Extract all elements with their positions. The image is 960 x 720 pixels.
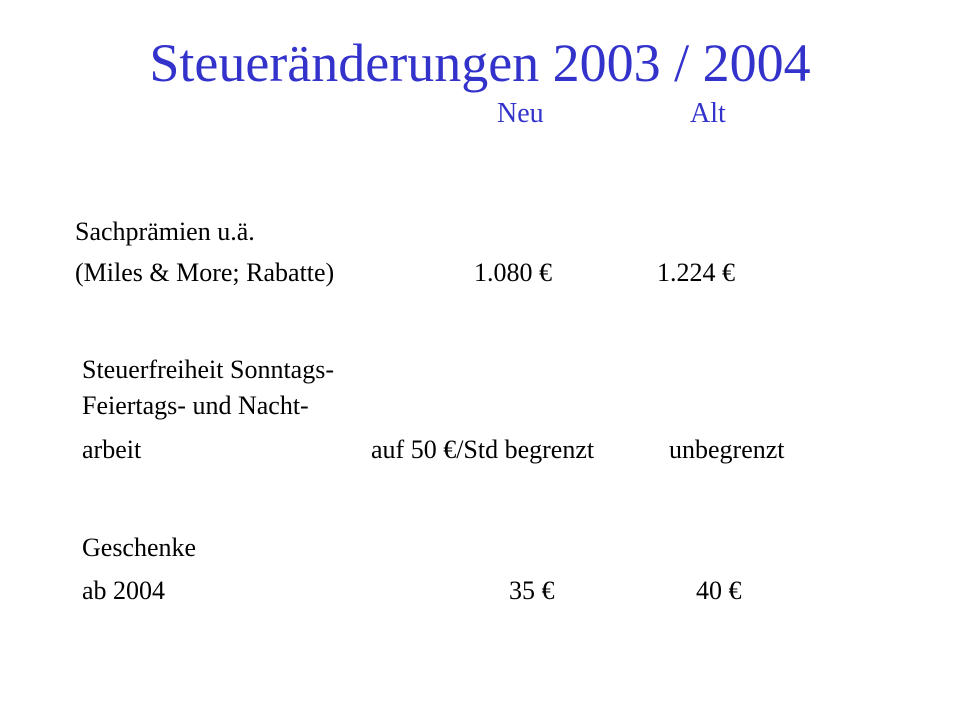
- row-1-value-old: 1.224 €: [657, 258, 735, 287]
- row-3-label-line-1: Geschenke: [82, 533, 197, 562]
- slide-title: Steueränderungen 2003 / 2004: [149, 33, 811, 93]
- row-2-label-line-1: Steuerfreiheit Sonntags-: [82, 355, 334, 384]
- column-header-old: Alt: [690, 98, 726, 129]
- row-3-value-old: 40 €: [696, 576, 742, 605]
- row-1-label-line-1: Sachprämien u.ä.: [75, 217, 255, 246]
- row-1-label-line-2: (Miles & More; Rabatte): [75, 258, 335, 287]
- column-header-new: Neu: [497, 98, 544, 129]
- row-3-label-line-2: ab 2004: [82, 576, 166, 605]
- row-2-label-line-3: arbeit: [82, 435, 142, 464]
- row-1-value-new: 1.080 €: [474, 258, 552, 287]
- row-2-label-line-2: Feiertags- und Nacht-: [82, 391, 309, 420]
- row-2-value-new: auf 50 €/Std begrenzt: [371, 435, 595, 464]
- row-3-value-new: 35 €: [509, 576, 555, 605]
- row-2-value-old: unbegrenzt: [669, 435, 785, 464]
